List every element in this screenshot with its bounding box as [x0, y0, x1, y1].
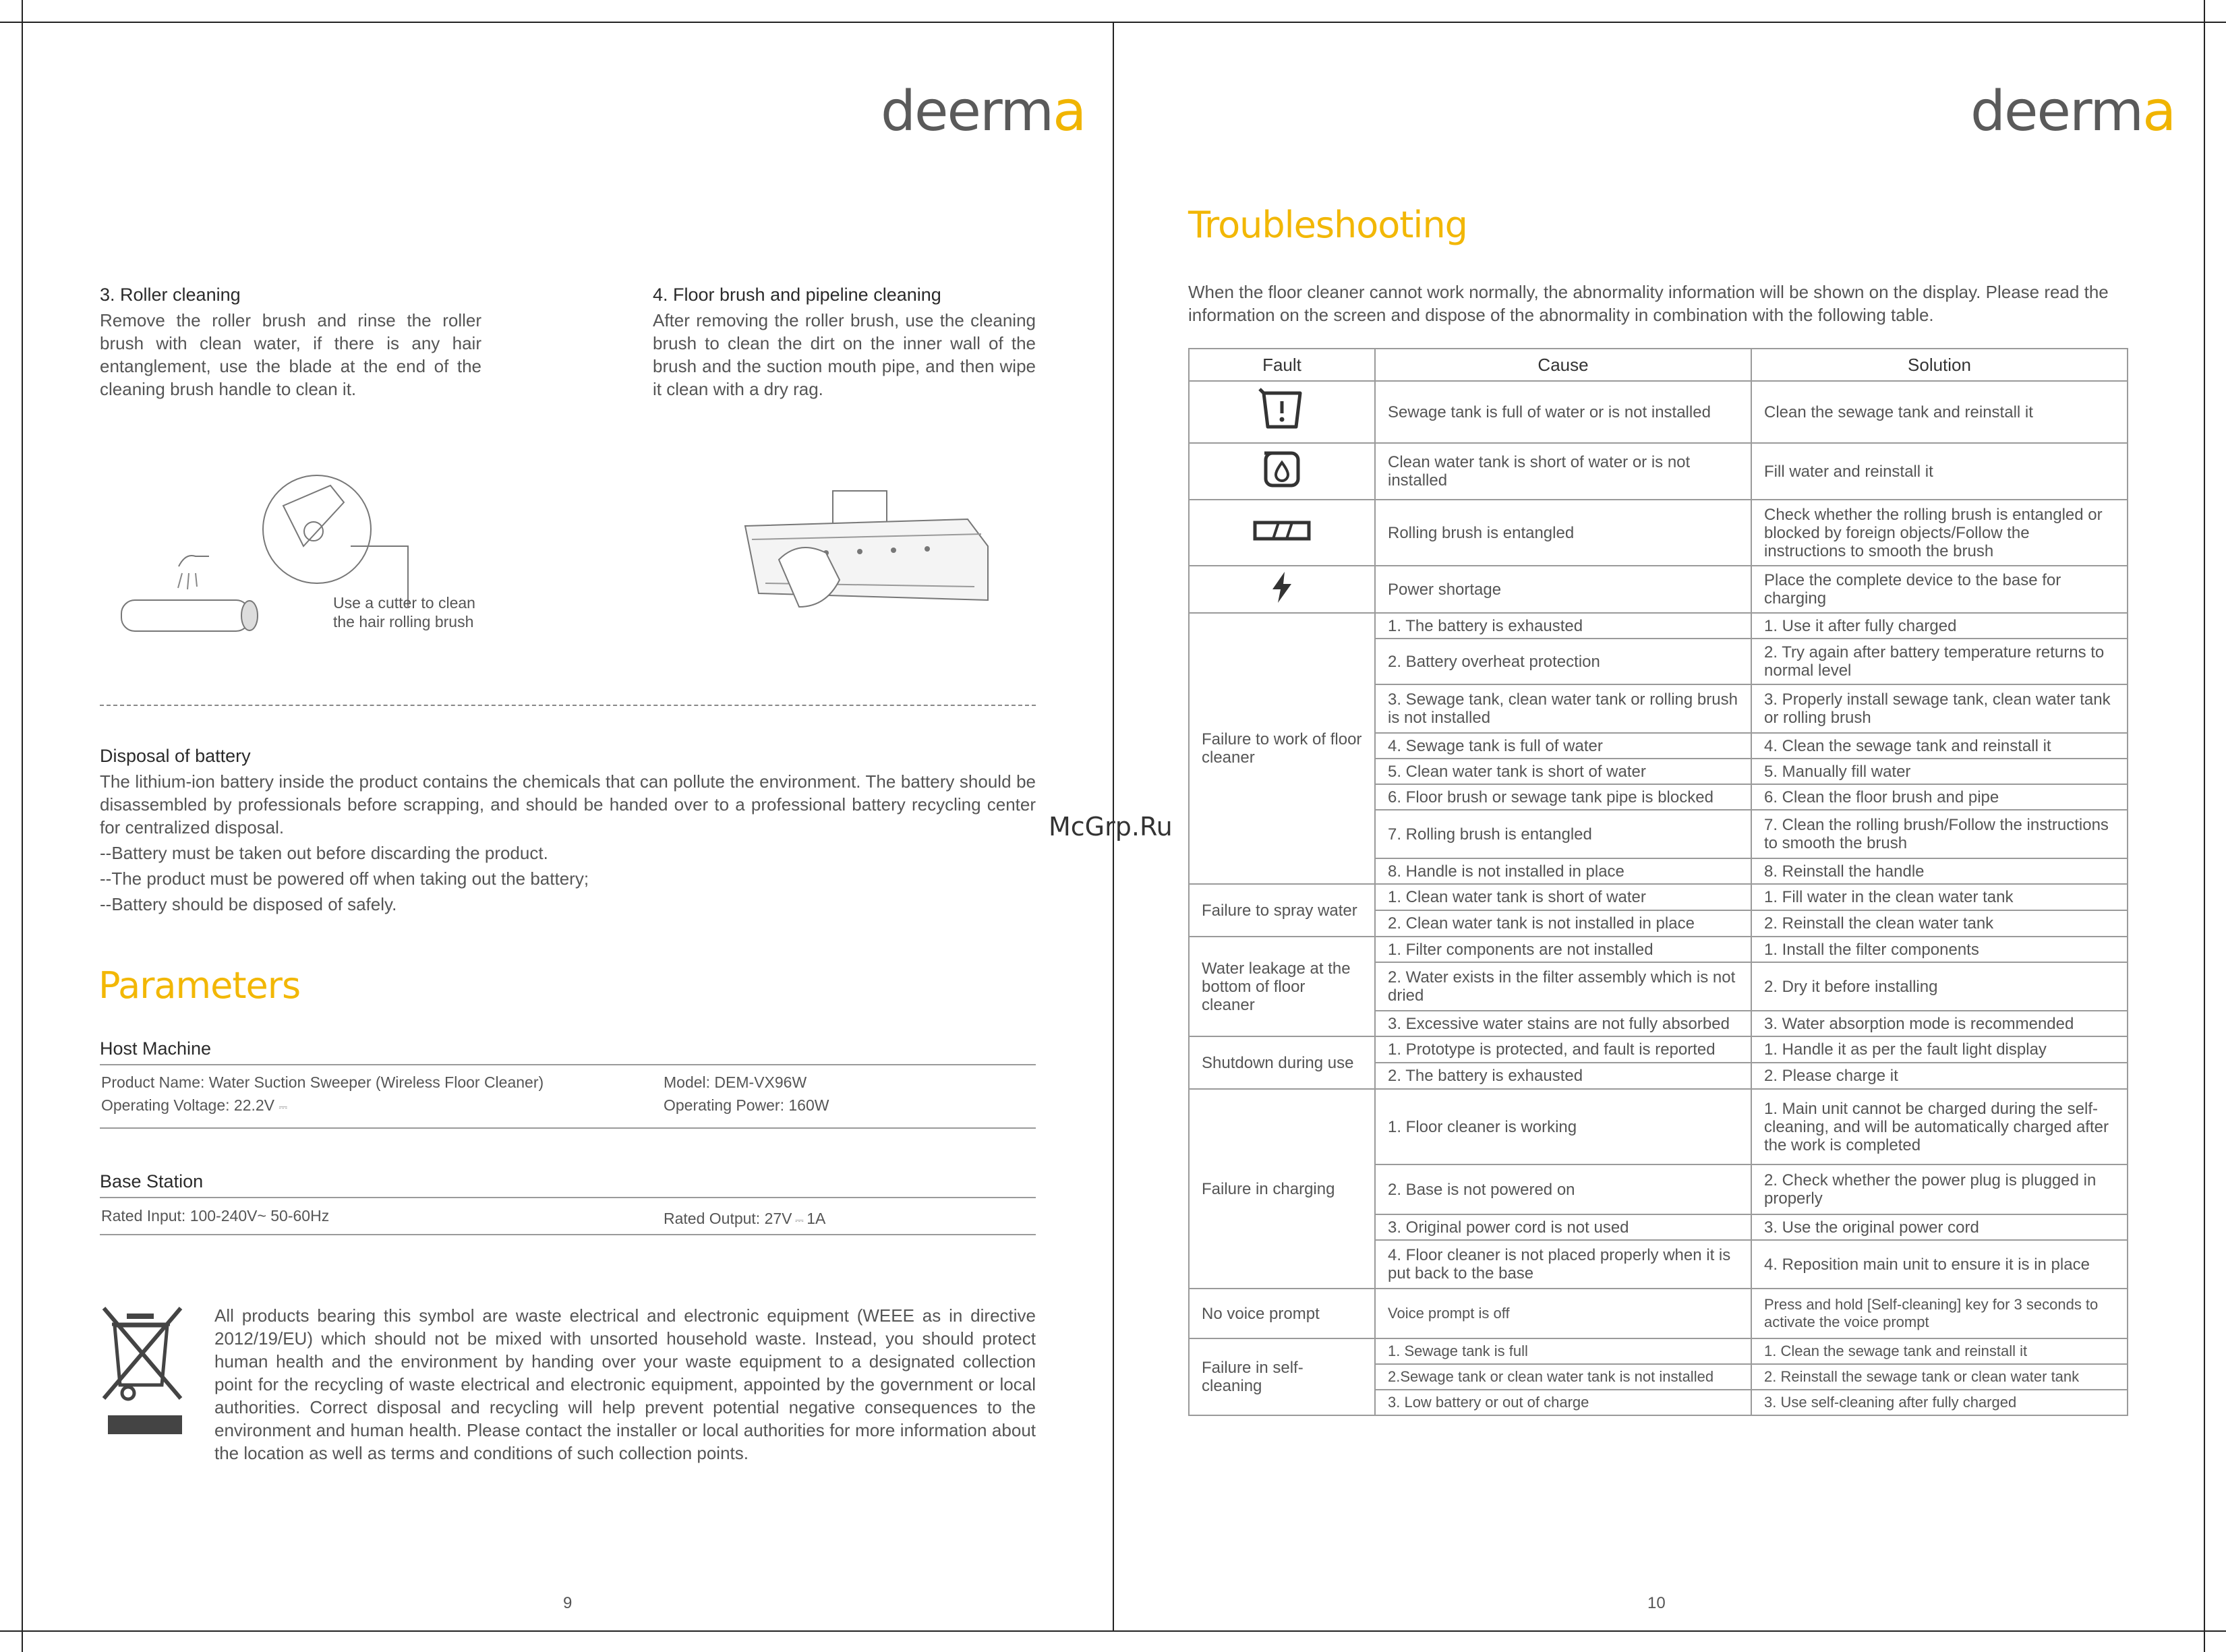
- cause-cell: Power shortage: [1375, 566, 1751, 613]
- solution-cell: 1. Fill water in the clean water tank: [1751, 884, 2128, 910]
- cause-cell: 2.Sewage tank or clean water tank is not installed: [1375, 1364, 1751, 1390]
- cause-cell: Voice prompt is off: [1375, 1289, 1751, 1338]
- table-row: [1189, 1089, 2128, 1164]
- solution-cell: Clean the sewage tank and reinstall it: [1751, 381, 2128, 443]
- solution-cell: Press and hold [Self-cleaning] key for 3 seconds to activate the voice prompt: [1751, 1289, 2128, 1338]
- cause-cell: 2. The battery is exhausted: [1375, 1063, 1751, 1089]
- battery-disposal-heading: Disposal of battery: [100, 746, 251, 766]
- table-row: [1189, 937, 2128, 962]
- cause-cell: 1. Prototype is protected, and fault is reported: [1375, 1036, 1751, 1063]
- deerma-logo-left: deerma: [881, 80, 1086, 144]
- page-number-left: 9: [563, 1594, 573, 1612]
- cause-cell: 3. Sewage tank, clean water tank or rolling brush is not installed: [1375, 684, 1751, 733]
- table-row: [1189, 1338, 2128, 1364]
- cause-cell: Rolling brush is entangled: [1375, 500, 1751, 566]
- fault-cell: Failure to spray water: [1189, 884, 1375, 937]
- battery-bullet-3: --Battery should be disposed of safely.: [100, 894, 397, 914]
- cause-cell: 8. Handle is not installed in place: [1375, 858, 1751, 884]
- cause-cell: 3. Low battery or out of charge: [1375, 1390, 1751, 1415]
- roller-cleaning-heading: 3. Roller cleaning: [100, 285, 241, 305]
- base-rated-output: Rated Output: 27V ⎓ 1A: [664, 1210, 826, 1227]
- fault-cell: Failure in charging: [1189, 1089, 1375, 1289]
- cause-cell: 2. Water exists in the filter assembly which is not dried: [1375, 962, 1751, 1011]
- fault-cell: Water leakage at the bottom of floor cleaner: [1189, 937, 1375, 1036]
- fault-cell: Failure to work of floor cleaner: [1189, 613, 1375, 884]
- solution-cell: 1. Handle it as per the fault light display: [1751, 1036, 2128, 1063]
- fault-cell: Failure in self-cleaning: [1189, 1338, 1375, 1415]
- base-rated-input: Rated Input: 100-240V~ 50-60Hz: [101, 1207, 330, 1225]
- table-row: [1189, 884, 2128, 910]
- cause-cell: 2. Clean water tank is not installed in place: [1375, 910, 1751, 937]
- cause-cell: 1. Floor cleaner is working: [1375, 1089, 1751, 1164]
- cause-cell: 4. Floor cleaner is not placed properly when it is put back to the base: [1375, 1240, 1751, 1289]
- host-product-name: Product Name: Water Suction Sweeper (Wireless Floor Cleaner): [101, 1073, 544, 1091]
- rolling-brush-icon: [1189, 500, 1375, 566]
- solution-cell: 3. Properly install sewage tank, clean water tank or rolling brush: [1751, 684, 2128, 733]
- host-operating-voltage: Operating Voltage: 22.2V ⎓: [101, 1096, 288, 1114]
- cause-cell: 1. Sewage tank is full: [1375, 1338, 1751, 1364]
- table-header-row: [1189, 349, 2128, 381]
- troubleshooting-intro: When the floor cleaner cannot work normally, the abnormality information will be shown on the display. Please read the information on the screen and dispose of the abnormality in combination with the following table.: [1188, 282, 2109, 325]
- solution-cell: 1. Clean the sewage tank and reinstall it: [1751, 1338, 2128, 1364]
- dc-symbol-icon: ⎓: [792, 1215, 807, 1227]
- cause-cell: Sewage tank is full of water or is not installed: [1375, 381, 1751, 443]
- header-solution: Solution: [1751, 349, 2128, 381]
- table-row: [1189, 613, 2128, 639]
- base-rule-top: [100, 1197, 1036, 1198]
- roller-cleaning-text: Remove the roller brush and rinse the roller brush with clean water, if there is any hair entanglement, use the blade at the end of the cleaning brush handle to clean it.: [100, 310, 481, 399]
- table-row: [1189, 381, 2128, 443]
- solution-cell: 2. Try again after battery temperature returns to normal level: [1751, 639, 2128, 684]
- cause-cell: 1. The battery is exhausted: [1375, 613, 1751, 639]
- troubleshooting-title: Troubleshooting: [1188, 204, 1467, 246]
- table-row: [1189, 500, 2128, 566]
- watermark-text: McGrp.Ru: [1049, 812, 1173, 842]
- table-row: [1189, 566, 2128, 613]
- deerma-logo-right: deerma: [1970, 80, 2175, 144]
- cause-cell: 1. Clean water tank is short of water: [1375, 884, 1751, 910]
- crop-line-left: [22, 0, 23, 1652]
- table-row: [1189, 443, 2128, 500]
- roller-callout-text: Use a cutter to clean the hair rolling brush: [333, 594, 475, 630]
- cause-cell: 4. Sewage tank is full of water: [1375, 733, 1751, 759]
- solution-cell: 7. Clean the rolling brush/Follow the instructions to smooth the brush: [1751, 810, 2128, 858]
- cause-cell: 3. Original power cord is not used: [1375, 1214, 1751, 1240]
- solution-cell: 4. Clean the sewage tank and reinstall it: [1751, 733, 2128, 759]
- floor-brush-heading: 4. Floor brush and pipeline cleaning: [653, 285, 941, 305]
- table-row: [1189, 1289, 2128, 1338]
- solution-cell: Fill water and reinstall it: [1751, 443, 2128, 500]
- crop-line-bottom: [0, 1630, 2226, 1632]
- solution-cell: 1. Main unit cannot be charged during the self-cleaning, and will be automatically charged after the work is completed: [1751, 1089, 2128, 1164]
- cause-cell: 6. Floor brush or sewage tank pipe is blocked: [1375, 784, 1751, 810]
- page-number-right: 10: [1647, 1594, 1666, 1612]
- host-rule-top: [100, 1064, 1036, 1065]
- host-model: Model: DEM-VX96W: [664, 1073, 807, 1091]
- cause-cell: 2. Battery overheat protection: [1375, 639, 1751, 684]
- solution-cell: 4. Reposition main unit to ensure it is in place: [1751, 1240, 2128, 1289]
- solution-cell: 2. Please charge it: [1751, 1063, 2128, 1089]
- solution-cell: 2. Check whether the power plug is plugged in properly: [1751, 1164, 2128, 1214]
- dc-symbol-icon: ⎓: [279, 1102, 288, 1113]
- cause-cell: 1. Filter components are not installed: [1375, 937, 1751, 962]
- solution-cell: 2. Dry it before installing: [1751, 962, 2128, 1011]
- header-cause: Cause: [1375, 349, 1751, 381]
- solution-cell: 1. Install the filter components: [1751, 937, 2128, 962]
- cause-cell: 3. Excessive water stains are not fully absorbed: [1375, 1011, 1751, 1036]
- fault-cell: No voice prompt: [1189, 1289, 1375, 1338]
- table-row: [1189, 1036, 2128, 1063]
- host-operating-power: Operating Power: 160W: [664, 1096, 829, 1114]
- lightning-icon: [1189, 566, 1375, 613]
- floor-brush-illustration: [738, 485, 995, 627]
- battery-bullet-1: --Battery must be taken out before discarding the product.: [100, 843, 548, 863]
- base-rule-bottom: [100, 1234, 1036, 1235]
- weee-bin-icon: [100, 1304, 189, 1435]
- solution-cell: 3. Use self-cleaning after fully charged: [1751, 1390, 2128, 1415]
- cause-cell: 7. Rolling brush is entangled: [1375, 810, 1751, 858]
- solution-cell: 6. Clean the floor brush and pipe: [1751, 784, 2128, 810]
- solution-cell: 1. Use it after fully charged: [1751, 613, 2128, 639]
- battery-disposal-text: The lithium-ion battery inside the product contains the chemicals that can pollute the environment. The battery should be disassembled by professionals before scrapping, and should be handed over to a professional battery recycling center for centralized disposal.: [100, 771, 1036, 837]
- floor-brush-text: After removing the roller brush, use the cleaning brush to clean the dirt on the inner wall of the brush and the suction mouth pipe, and then wipe it clean with a dry rag.: [653, 310, 1036, 399]
- solution-cell: 8. Reinstall the handle: [1751, 858, 2128, 884]
- crop-line-right: [2204, 0, 2205, 1652]
- solution-cell: Place the complete device to the base for charging: [1751, 566, 2128, 613]
- solution-cell: 5. Manually fill water: [1751, 759, 2128, 784]
- cause-cell: Clean water tank is short of water or is not installed: [1375, 443, 1751, 500]
- troubleshooting-table: [1188, 348, 2128, 1416]
- base-station-heading: Base Station: [100, 1171, 204, 1191]
- cause-cell: 5. Clean water tank is short of water: [1375, 759, 1751, 784]
- weee-notice-text: All products bearing this symbol are waste electrical and electronic equipment (WEEE as in directive 2012/19/EU) which should not be mixed with unsorted household waste. Instead, you should protect human health and the environment by handing over your waste equipment to a designated collection point for the recycling of waste electrical and electronic equipment, appointed by the government or local authorities. Correct disposal and recycling will help prevent potential negative consequences to the environment and human health. Please contact the installer or local authorities for more information about the location as well as terms and conditions of such collection points.: [214, 1305, 1036, 1463]
- solution-cell: Check whether the rolling brush is entangled or blocked by foreign objects/Follow the instructions to smooth the brush: [1751, 500, 2128, 566]
- clean-water-tank-icon: [1189, 443, 1375, 500]
- cause-cell: 2. Base is not powered on: [1375, 1164, 1751, 1214]
- section-divider: [100, 705, 1036, 706]
- header-fault: Fault: [1189, 349, 1375, 381]
- host-rule-bottom: [100, 1127, 1036, 1129]
- sewage-tank-warning-icon: [1189, 381, 1375, 443]
- host-machine-heading: Host Machine: [100, 1038, 212, 1059]
- solution-cell: 3. Water absorption mode is recommended: [1751, 1011, 2128, 1036]
- solution-cell: 2. Reinstall the clean water tank: [1751, 910, 2128, 937]
- fault-cell: Shutdown during use: [1189, 1036, 1375, 1089]
- battery-bullet-2: --The product must be powered off when taking out the battery;: [100, 868, 589, 889]
- solution-cell: 3. Use the original power cord: [1751, 1214, 2128, 1240]
- solution-cell: 2. Reinstall the sewage tank or clean water tank: [1751, 1364, 2128, 1390]
- parameters-title: Parameters: [98, 964, 301, 1007]
